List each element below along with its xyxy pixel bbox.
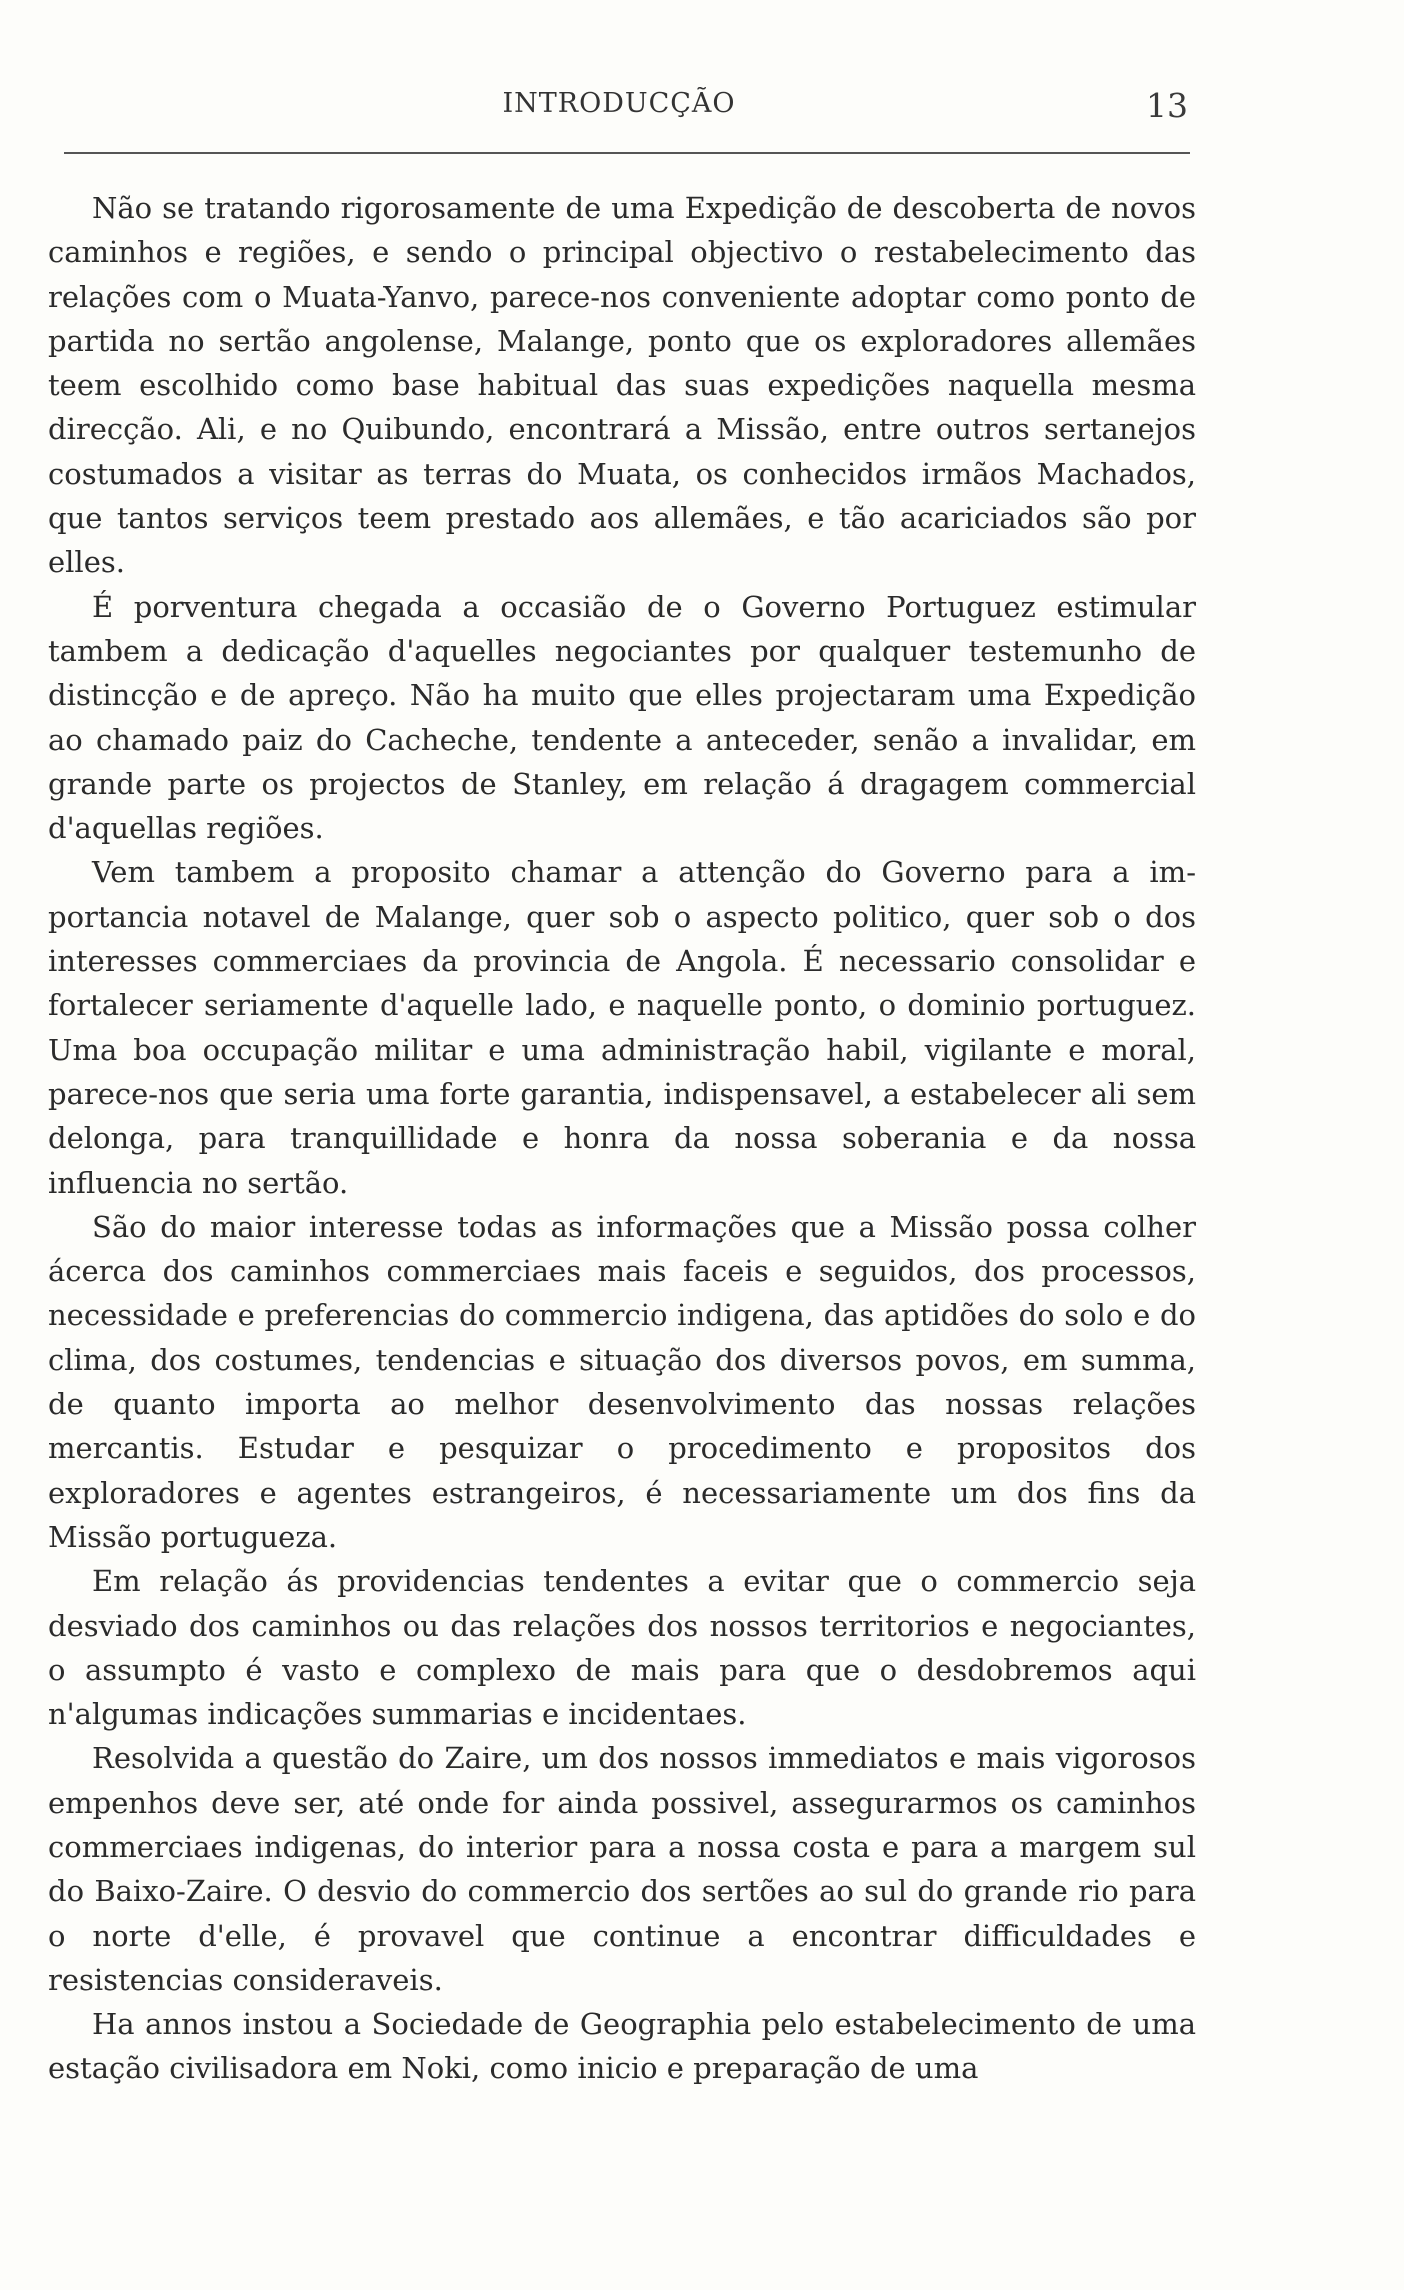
paragraph-7: Ha annos instou a Sociedade de Geographia pelo estabelecimento de uma estação civilisadora em Noki, como inicio e preparação de uma (48, 2007, 1196, 2086)
running-title: INTRODUCÇÃO (502, 88, 736, 119)
paragraph-5: Em relação ás providencias tendentes a evitar que o commercio seja desviado dos caminhos ou das relações dos nossos territorios e negociantes, o assumpto é vasto e complexo de mais para que o desdobremos aqui n'algumas indicações summarias e incidentaes. (48, 1564, 1196, 1732)
paragraph-1: Não se tratando rigorosamente de uma Expedição de descoberta de novos caminhos e regiões, e sendo o principal objectivo o restabelecimento das relações com o Muata-Yanvo, parece-nos conveniente adoptar como ponto de partida no sertão angolense, Malange, ponto que os exploradores allemães teem escolhido como base habitual das suas expedições naquella mesma direcção. Ali, e no Quibundo, encontrará a Missão, entre outros sertanejos costumados a visitar as terras do Muata, os conhecidos irmãos Machados, que tantos serviços teem prestado aos allemães, e tão acariciados são por elles. (48, 191, 1196, 580)
paragraph-4: São do maior interesse todas as informações que a Missão possa colher ácerca dos caminhos commerciaes mais faceis e seguidos, dos processos, necessidade e preferencias do commercio indigena, das aptidões do solo e do clima, dos costumes, tendencias e situação dos diversos povos, em summa, de quanto importa ao melhor desenvolvimento das nossas relações mercantis. Estudar e pesquizar o procedimento e propositos dos exploradores e agentes estrangeiros, é necessariamente um dos fins da Missão portugueza. (48, 1209, 1196, 1554)
header-rule (64, 152, 1190, 154)
page-number: 13 (1146, 86, 1188, 125)
paragraph-2: É porventura chegada a occasião de o Governo Portuguez estimular tambem a dedicação d'aquelles negociantes por qualquer testemunho de distincção e de apreço. Não ha muito que elles projectaram uma Expedição ao chamado paiz do Cacheche, tendente a anteceder, senão a invalidar, em grande parte os projectos de Stanley, em relação á dragagem commercial d'aquellas regiões. (48, 589, 1196, 846)
paragraph-6: Resolvida a questão do Zaire, um dos nossos immediatos e mais vigorosos empenhos deve ser, até onde for ainda possivel, assegurarmos os caminhos commerciaes indigenas, do interior para a nossa costa e para a margem sul do Baixo-Zaire. O desvio do commercio dos sertões ao sul do grande rio para o norte d'elle, é provavel que continue a encontrar difficuldades e resistencias consideraveis. (48, 1741, 1196, 1997)
page-header (48, 88, 1190, 138)
paragraph-3: Vem tambem a proposito chamar a attenção do Governo para a importancia notavel de Malange, quer sob o aspecto politico, quer sob o dos interesses commerciaes da provincia de Angola. É necessario consolidar e fortalecer seriamente d'aquelle lado, e naquelle ponto, o dominio portuguez. Uma boa occupação militar e uma administração habil, vigilante e moral, parece-nos que seria uma forte garantia, indispensavel, a estabelecer ali sem delonga, para tranquillidade e honra da nossa soberania e da nossa influencia no sertão. (48, 855, 1196, 1200)
body-text (48, 186, 1196, 2091)
